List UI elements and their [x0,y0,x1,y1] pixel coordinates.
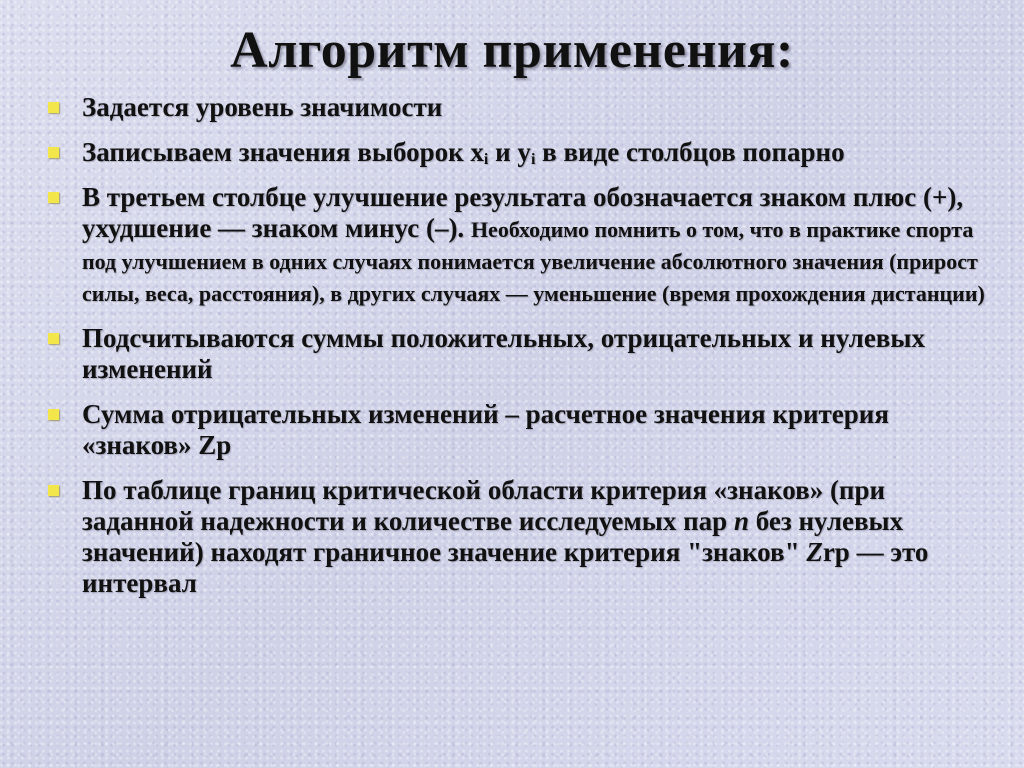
subscript-i: i [530,151,536,168]
square-bullet-icon [48,485,59,496]
square-bullet-icon [48,192,59,203]
bullet-text: rp — это интервал [82,537,929,598]
bullet-item [44,323,994,385]
subscript-i: i [483,151,489,168]
bullet-text: Записываем значения выборок x [82,137,484,167]
bullet-text: Сумма отрицательных изменений – расчетное значения критерия «знаков» Zp [82,399,889,460]
square-bullet-icon [48,147,59,158]
square-bullet-icon [48,333,59,344]
bullet-item [44,399,994,461]
bullet-text: В третьем столбце улучшение результата обозначается знаком плюс (+), ухудшение — знаком минус (–). [82,182,964,243]
bullet-text: По таблице границ критической области критерия «знаков» (при заданной надежности и количестве исследуемых пар [82,475,886,536]
bullet-text: без нулевых значений) находят граничное значение критерия "знаков" [82,506,904,567]
bullet-item [44,137,994,168]
bullet-item [44,92,994,123]
slide-title: Алгоритм применения: [230,22,794,79]
square-bullet-icon [48,409,59,420]
bullet-text: и y [488,137,531,167]
bullet-text: в виде столбцов попарно [535,137,845,167]
bullet-text: Подсчитываются суммы положительных, отрицательных и нулевых изменений [82,323,925,384]
bullet-note-text: Необходимо помнить о том, что в практике спорта под улучшением в одних случаях понимается увеличение абсолютного значения (прирост силы, веса, расстояния), в других случаях — уменьшение (время прохождения дистанции) [82,217,985,306]
bullet-item [44,182,994,309]
italic-n: n [733,506,749,536]
bullet-item [44,475,994,599]
bullet-text: Задается уровень значимости [82,92,443,122]
bullet-list [44,92,994,613]
italic-z: Z [806,537,823,567]
square-bullet-icon [48,102,59,113]
